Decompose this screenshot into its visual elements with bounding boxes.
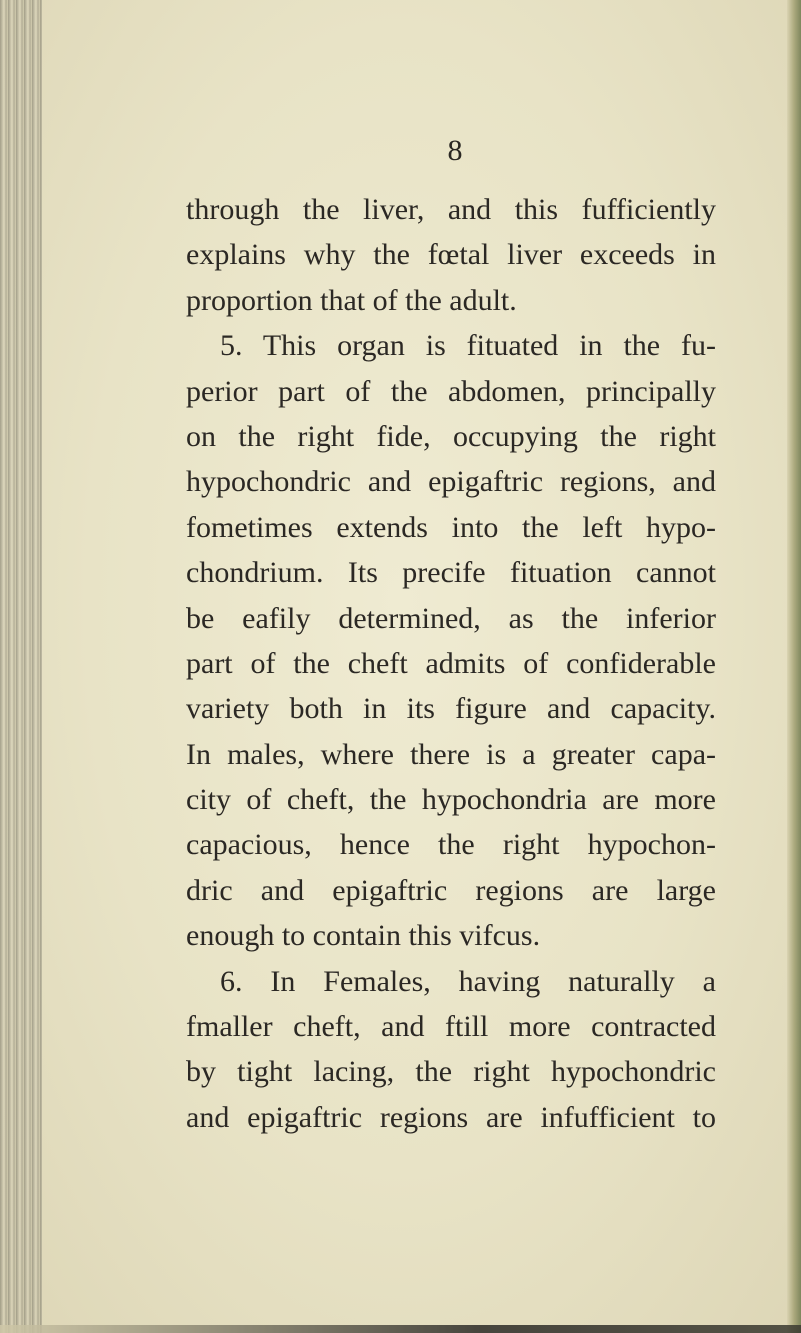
text-line: be eafily determined, as the inferior <box>186 601 716 635</box>
text-line: fmaller cheft, and ftill more contracted <box>186 1010 716 1044</box>
page-number: 8 <box>447 134 463 167</box>
binding-edge <box>0 0 42 1333</box>
text-line: through the liver, and this fufficiently <box>186 193 716 226</box>
text-line: part of the cheft admits of confiderable <box>186 646 716 680</box>
text-line: fometimes extends into the left hypo- <box>186 510 716 544</box>
text-line: and epigaftric regions are infufficient to <box>186 1100 716 1134</box>
body-text <box>186 187 716 1140</box>
text-line: 6. In Females, having naturally a <box>220 964 716 998</box>
text-line: variety both in its figure and capacity. <box>186 692 716 726</box>
page-right-edge <box>787 0 801 1333</box>
text-line: enough to contain this vifcus. <box>186 919 541 953</box>
text-line: by tight lacing, the right hypochondric <box>186 1055 716 1089</box>
text-line: capacious, hence the right hypochon- <box>186 828 716 862</box>
text-line: proportion that of the adult. <box>186 283 517 317</box>
text-line: perior part of the abdomen, principally <box>186 374 716 408</box>
text-line: chondrium. Its precife fituation cannot <box>186 556 716 590</box>
page-bottom-edge <box>0 1325 801 1333</box>
text-line: city of cheft, the hypochondria are more <box>186 783 716 817</box>
text-line: explains why the fœtal liver exceeds in <box>186 238 716 272</box>
text-line: hypochondric and epigaftric regions, and <box>186 465 716 499</box>
text-line: dric and epigaftric regions are large <box>186 873 716 907</box>
text-line: 5. This organ is fituated in the fu- <box>220 329 716 363</box>
text-line: In males, where there is a greater capa- <box>186 737 716 771</box>
text-line: on the right fide, occupying the right <box>186 419 716 453</box>
